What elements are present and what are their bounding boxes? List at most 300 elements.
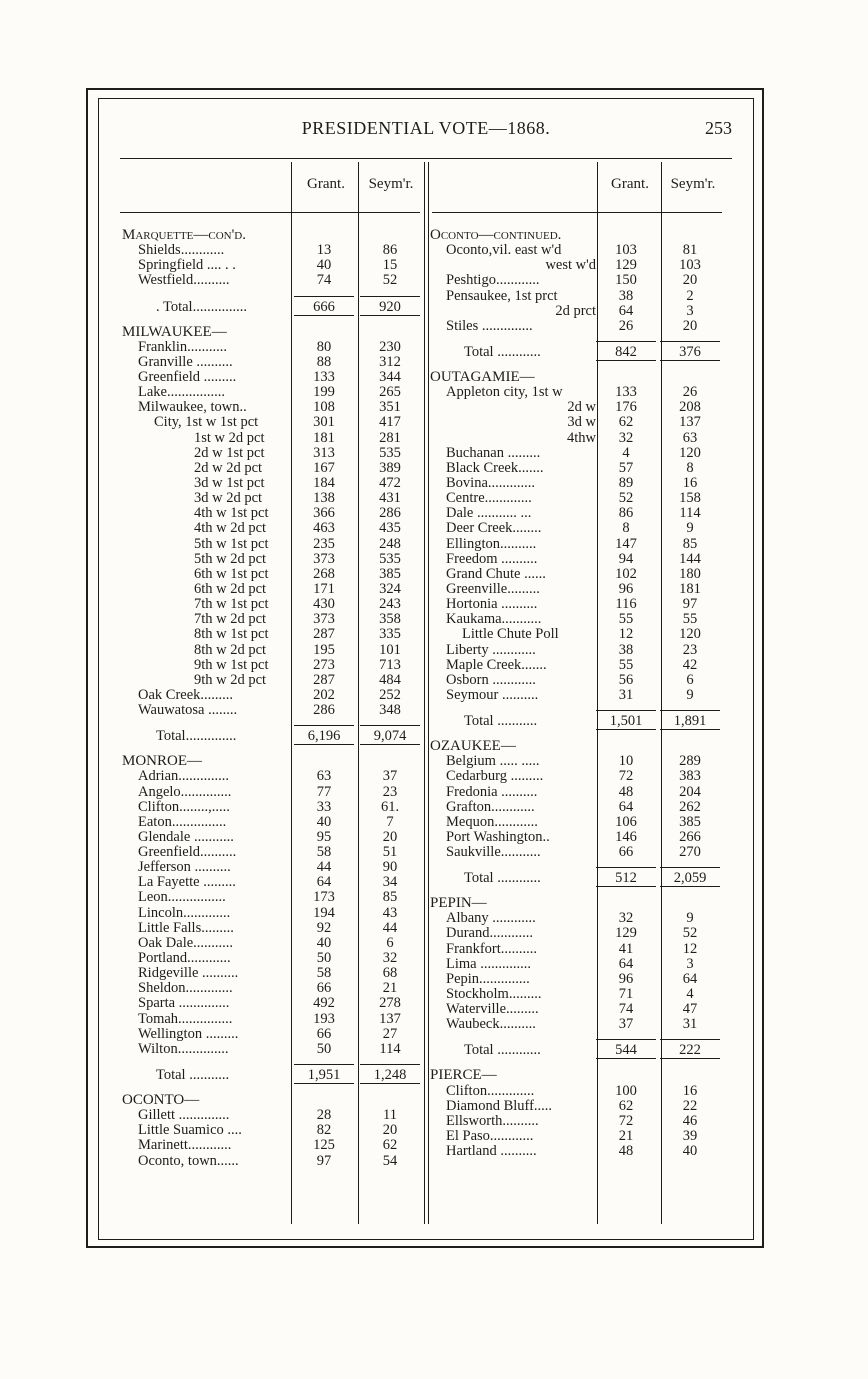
town-name: 4th w 1st pct	[194, 505, 269, 522]
seymour-votes: 389	[379, 459, 401, 476]
table-row	[430, 1144, 730, 1159]
grant-votes: 52	[618, 490, 634, 507]
table-row	[122, 1027, 422, 1042]
town-name: Pensaukee, 1st prct	[446, 287, 558, 304]
town-name: Sheldon.............	[138, 980, 233, 997]
seymour-votes: 3	[686, 955, 694, 972]
section-gap	[122, 289, 422, 296]
town-name: Wellington .........	[138, 1025, 239, 1042]
grant-votes: 64	[618, 798, 634, 815]
grant-votes: 33	[316, 798, 332, 815]
grant-votes: 106	[615, 813, 637, 830]
total-row	[122, 1064, 422, 1086]
town-name: Freedom ..........	[446, 550, 538, 567]
town-name: Ellsworth..........	[446, 1112, 539, 1129]
table-row	[122, 996, 422, 1011]
seymour-votes: 103	[679, 257, 701, 274]
town-name: Portland............	[138, 950, 231, 967]
table-row	[122, 800, 422, 815]
grant-votes: 88	[316, 353, 332, 370]
grant-votes: 129	[615, 925, 637, 942]
county-name: OCONTO—	[122, 1092, 200, 1109]
total-row	[430, 867, 730, 889]
town-name: Little Falls.........	[138, 919, 234, 936]
grant-votes: 97	[316, 1152, 332, 1169]
seymour-votes: 44	[382, 919, 398, 936]
town-name: Leon................	[138, 889, 226, 906]
table-row	[430, 658, 730, 673]
grant-votes: 194	[313, 904, 335, 921]
seymour-votes: 358	[379, 611, 401, 628]
grant-votes: 55	[618, 611, 634, 628]
table-row	[430, 446, 730, 461]
seymour-votes: 81	[682, 242, 698, 259]
seymour-votes: 90	[382, 859, 398, 876]
town-name: Lincoln.............	[138, 904, 231, 921]
seymour-votes: 312	[379, 353, 401, 370]
town-name: 4th w 2d pct	[194, 520, 267, 537]
total-rule	[660, 1058, 720, 1059]
grant-votes: 150	[615, 272, 637, 289]
table-row	[430, 537, 730, 552]
left-seymour-heading: Seym'r.	[368, 176, 414, 192]
town-name: Seymour ..........	[446, 686, 539, 703]
grant-votes: 31	[618, 686, 634, 703]
seymour-votes: 52	[682, 925, 698, 942]
town-name: Stockholm.........	[446, 986, 542, 1003]
total-rule	[596, 886, 656, 887]
grant-votes: 64	[618, 302, 634, 319]
total-rule	[294, 1064, 354, 1065]
table-row	[122, 355, 422, 370]
county-heading	[430, 370, 730, 385]
table-row	[122, 875, 422, 890]
seymour-votes: 278	[379, 995, 401, 1012]
seymour-votes: 4	[686, 986, 694, 1003]
table-row	[122, 340, 422, 355]
seymour-votes: 137	[379, 1010, 401, 1027]
county-heading	[430, 739, 730, 754]
town-name: City, 1st w 1st pct	[154, 414, 259, 431]
town-name: Angelo..............	[138, 783, 232, 800]
seymour-votes: 86	[382, 242, 398, 259]
town-name: Milwaukee, town..	[138, 399, 247, 416]
seymour-votes: 472	[379, 474, 401, 491]
town-name: 3d w 1st pct	[194, 474, 265, 491]
grant-votes: 63	[316, 768, 332, 785]
table-row	[430, 957, 730, 972]
table-row	[430, 673, 730, 688]
total-rule	[660, 360, 720, 361]
table-row	[430, 243, 730, 258]
grant-votes: 138	[313, 490, 335, 507]
grant-votes: 268	[313, 565, 335, 582]
total-rule	[294, 296, 354, 297]
seymour-votes: 204	[679, 783, 701, 800]
town-name: 9th w 2d pct	[194, 671, 267, 688]
table-row	[430, 521, 730, 536]
grant-votes: 173	[313, 889, 335, 906]
seymour-votes: 324	[379, 580, 401, 597]
table-row	[430, 476, 730, 491]
grant-votes: 62	[618, 1097, 634, 1114]
town-name: Wilton..............	[138, 1040, 229, 1057]
town-name: Belgium ..... .....	[446, 753, 540, 770]
grant-votes: 56	[618, 671, 634, 688]
county-name: MONROE—	[122, 753, 203, 770]
town-name: 7th w 2d pct	[194, 611, 267, 628]
total-rule	[294, 1083, 354, 1084]
total-row	[430, 341, 730, 363]
table-row	[430, 1017, 730, 1032]
town-name: 2d w 2d pct	[194, 459, 263, 476]
town-name: Oconto, town......	[138, 1152, 239, 1169]
town-name: La Fayette .........	[138, 874, 236, 891]
left-grant-heading: Grant.	[307, 176, 345, 192]
town-name: 3d w	[567, 414, 596, 431]
section-gap	[430, 860, 730, 867]
table-row	[430, 1084, 730, 1099]
grant-votes: 133	[313, 368, 335, 385]
grant-votes: 125	[313, 1137, 335, 1154]
grant-votes: 195	[313, 641, 335, 658]
seymour-votes: 230	[379, 338, 401, 355]
table-row	[122, 890, 422, 905]
town-name: Grafton............	[446, 798, 535, 815]
table-row	[122, 860, 422, 875]
seymour-votes: 16	[682, 474, 698, 491]
grant-votes: 38	[618, 287, 634, 304]
seymour-votes: 417	[379, 414, 401, 431]
table-row	[122, 446, 422, 461]
county-heading	[122, 754, 422, 769]
town-name: Fredonia ..........	[446, 783, 538, 800]
right-grant-heading: Grant.	[611, 176, 649, 192]
grant-votes: 94	[618, 550, 634, 567]
town-name: Granville ..........	[138, 353, 233, 370]
table-row	[430, 385, 730, 400]
grant-votes: 544	[615, 1042, 637, 1059]
grant-votes: 13	[316, 242, 332, 259]
seymour-votes: 351	[379, 399, 401, 416]
total-rule	[360, 1083, 420, 1084]
seymour-votes: 1,891	[673, 713, 707, 730]
section-gap	[430, 334, 730, 341]
seymour-votes: 55	[682, 611, 698, 628]
grant-votes: 44	[316, 859, 332, 876]
table-row	[122, 906, 422, 921]
county-heading	[122, 325, 422, 340]
town-name: Centre.............	[446, 490, 532, 507]
total-rule	[360, 1064, 420, 1065]
page-header	[120, 118, 732, 144]
town-name: Dale ........... ...	[446, 505, 532, 522]
seymour-votes: 9	[686, 520, 694, 537]
town-name: Little Chute Poll	[462, 626, 559, 643]
total-rule	[294, 315, 354, 316]
table-row	[430, 911, 730, 926]
total-row	[430, 1039, 730, 1061]
town-name: Waubeck..........	[446, 1016, 536, 1033]
town-name: 8th w 2d pct	[194, 641, 267, 658]
seymour-votes: 7	[386, 813, 394, 830]
grant-votes: 41	[618, 940, 634, 957]
town-name: 6th w 2d pct	[194, 580, 267, 597]
section-gap	[122, 718, 422, 725]
grant-votes: 40	[316, 257, 332, 274]
town-name: Marinett............	[138, 1137, 232, 1154]
seymour-votes: 63	[682, 429, 698, 446]
grant-votes: 301	[313, 414, 335, 431]
seymour-votes: 385	[679, 813, 701, 830]
section-gap	[430, 1032, 730, 1039]
town-name: Frankfort..........	[446, 940, 538, 957]
town-name: Maple Creek.......	[446, 656, 547, 673]
town-name: Tomah...............	[138, 1010, 233, 1027]
total-rule	[660, 867, 720, 868]
table-row	[122, 400, 422, 415]
town-name: Black Creek.......	[446, 459, 544, 476]
seymour-votes: 20	[682, 272, 698, 289]
seymour-votes: 208	[679, 399, 701, 416]
grant-votes: 40	[316, 934, 332, 951]
county-name: MILWAUKEE—	[122, 323, 227, 340]
header-rule-top	[120, 158, 732, 159]
table-row	[430, 258, 730, 273]
seymour-votes: 31	[682, 1016, 698, 1033]
town-name: Bovina.............	[446, 474, 536, 491]
seymour-votes: 2	[686, 287, 694, 304]
table-row	[430, 688, 730, 703]
table-row	[122, 461, 422, 476]
town-name: Total ............	[464, 343, 541, 360]
seymour-votes: 85	[682, 535, 698, 552]
seymour-votes: 27	[382, 1025, 398, 1042]
table-row	[430, 289, 730, 304]
table-row	[122, 769, 422, 784]
total-rule	[660, 341, 720, 342]
town-name: Total ............	[464, 1042, 541, 1059]
table-row	[122, 506, 422, 521]
table-row	[430, 815, 730, 830]
seymour-votes: 535	[379, 550, 401, 567]
seymour-votes: 42	[682, 656, 698, 673]
table-row	[430, 785, 730, 800]
table-row	[122, 688, 422, 703]
seymour-votes: 20	[682, 317, 698, 334]
town-name: 5th w 1st pct	[194, 535, 269, 552]
table-row	[122, 921, 422, 936]
table-row	[122, 1154, 422, 1169]
town-name: Saukville...........	[446, 844, 541, 861]
table-row	[430, 612, 730, 627]
table-row	[430, 1129, 730, 1144]
center-divider-a	[424, 162, 425, 1224]
table-row	[122, 612, 422, 627]
county-name: Marquette—con'd.	[122, 227, 247, 243]
seymour-votes: 2,059	[673, 870, 707, 887]
grant-votes: 72	[618, 768, 634, 785]
town-name: Buchanan .........	[446, 444, 541, 461]
seymour-votes: 20	[382, 828, 398, 845]
grant-votes: 133	[615, 384, 637, 401]
total-row	[430, 710, 730, 732]
table-row	[430, 926, 730, 941]
grant-votes: 6,196	[307, 728, 341, 745]
seymour-votes: 51	[382, 844, 398, 861]
town-name: Hortonia ..........	[446, 596, 538, 613]
table-row	[430, 431, 730, 446]
grant-votes: 96	[618, 970, 634, 987]
seymour-votes: 431	[379, 490, 401, 507]
table-row	[122, 966, 422, 981]
total-rule	[596, 1039, 656, 1040]
total-rule	[596, 341, 656, 342]
town-name: 3d w 2d pct	[194, 490, 263, 507]
grant-votes: 50	[316, 950, 332, 967]
grant-votes: 286	[313, 702, 335, 719]
seymour-votes: 26	[682, 384, 698, 401]
grant-votes: 82	[316, 1122, 332, 1139]
table-row	[430, 319, 730, 334]
seymour-votes: 435	[379, 520, 401, 537]
county-name: OUTAGAMIE—	[430, 368, 535, 385]
grant-votes: 287	[313, 671, 335, 688]
town-name: Lake................	[138, 384, 225, 401]
town-name: Appleton city, 1st w	[446, 384, 563, 401]
town-name: 2d w 1st pct	[194, 444, 265, 461]
table-row	[122, 981, 422, 996]
town-name: 2d prct	[555, 302, 596, 319]
table-row	[122, 785, 422, 800]
grant-votes: 74	[618, 1001, 634, 1018]
grant-votes: 89	[618, 474, 634, 491]
seymour-votes: 34	[382, 874, 398, 891]
total-rule	[596, 360, 656, 361]
grant-votes: 28	[316, 1107, 332, 1124]
table-row	[122, 521, 422, 536]
seymour-votes: 262	[679, 798, 701, 815]
town-name: Gillett ..............	[138, 1107, 230, 1124]
town-name: Hartland ..........	[446, 1143, 537, 1160]
grant-votes: 40	[316, 813, 332, 830]
total-rule	[660, 729, 720, 730]
town-name: Waterville.........	[446, 1001, 539, 1018]
town-name: Pepin..............	[446, 970, 530, 987]
town-name: Greenfield..........	[138, 844, 237, 861]
grant-votes: 147	[615, 535, 637, 552]
seymour-votes: 39	[682, 1128, 698, 1145]
seymour-votes: 23	[382, 783, 398, 800]
seymour-votes: 15	[382, 257, 398, 274]
town-name: Kaukama...........	[446, 611, 542, 628]
grant-votes: 77	[316, 783, 332, 800]
town-name: Shields............	[138, 242, 225, 259]
seymour-votes: 37	[382, 768, 398, 785]
grant-votes: 48	[618, 783, 634, 800]
seymour-votes: 266	[679, 828, 701, 845]
seymour-votes: 535	[379, 444, 401, 461]
grant-votes: 71	[618, 986, 634, 1003]
header-rule-left	[120, 212, 420, 213]
seymour-votes: 9	[686, 910, 694, 927]
seymour-votes: 114	[379, 1040, 401, 1057]
county-name: Oconto—continued.	[430, 227, 562, 243]
table-row	[122, 567, 422, 582]
seymour-votes: 281	[379, 429, 401, 446]
seymour-votes: 68	[382, 965, 398, 982]
grant-votes: 167	[313, 459, 335, 476]
right-seymour-heading: Seym'r.	[670, 176, 716, 192]
grant-votes: 103	[615, 242, 637, 259]
grant-votes: 58	[316, 844, 332, 861]
table-row	[122, 1042, 422, 1057]
total-rule	[596, 710, 656, 711]
seymour-votes: 180	[679, 565, 701, 582]
table-row	[430, 769, 730, 784]
grant-votes: 66	[316, 1025, 332, 1042]
seymour-votes: 40	[682, 1143, 698, 1160]
grant-votes: 373	[313, 611, 335, 628]
table-row	[430, 506, 730, 521]
grant-votes: 32	[618, 429, 634, 446]
seymour-votes: 348	[379, 702, 401, 719]
grant-votes: 1,501	[609, 713, 643, 730]
town-name: Greenfield .........	[138, 368, 237, 385]
total-rule	[660, 710, 720, 711]
county-heading	[430, 1068, 730, 1083]
table-row	[430, 845, 730, 860]
seymour-votes: 46	[682, 1112, 698, 1129]
town-name: Stiles ..............	[446, 317, 533, 334]
table-row	[430, 972, 730, 987]
table-row	[122, 673, 422, 688]
total-rule	[360, 744, 420, 745]
seymour-votes: 484	[379, 671, 401, 688]
table-row	[122, 830, 422, 845]
grant-votes: 72	[618, 1112, 634, 1129]
table-row	[122, 627, 422, 642]
seymour-votes: 335	[379, 626, 401, 643]
seymour-votes: 97	[682, 596, 698, 613]
section-gap	[430, 703, 730, 710]
table-row	[122, 643, 422, 658]
table-row	[430, 552, 730, 567]
seymour-votes: 20	[382, 1122, 398, 1139]
seymour-votes: 47	[682, 1001, 698, 1018]
table-row	[122, 951, 422, 966]
table-row	[122, 385, 422, 400]
left-column	[122, 228, 422, 1169]
town-name: Franklin...........	[138, 338, 228, 355]
grant-votes: 10	[618, 753, 634, 770]
table-row	[122, 243, 422, 258]
table-row	[122, 1108, 422, 1123]
seymour-votes: 222	[679, 1042, 701, 1059]
grant-votes: 95	[316, 828, 332, 845]
total-row	[122, 725, 422, 747]
grant-votes: 102	[615, 565, 637, 582]
grant-votes: 80	[316, 338, 332, 355]
town-name: Westfield..........	[138, 272, 230, 289]
table-row	[430, 582, 730, 597]
county-heading	[430, 228, 730, 243]
town-name: Deer Creek........	[446, 520, 542, 537]
grant-votes: 842	[615, 343, 637, 360]
town-name: Lima ..............	[446, 955, 531, 972]
town-name: El Paso............	[446, 1128, 534, 1145]
total-rule	[294, 744, 354, 745]
